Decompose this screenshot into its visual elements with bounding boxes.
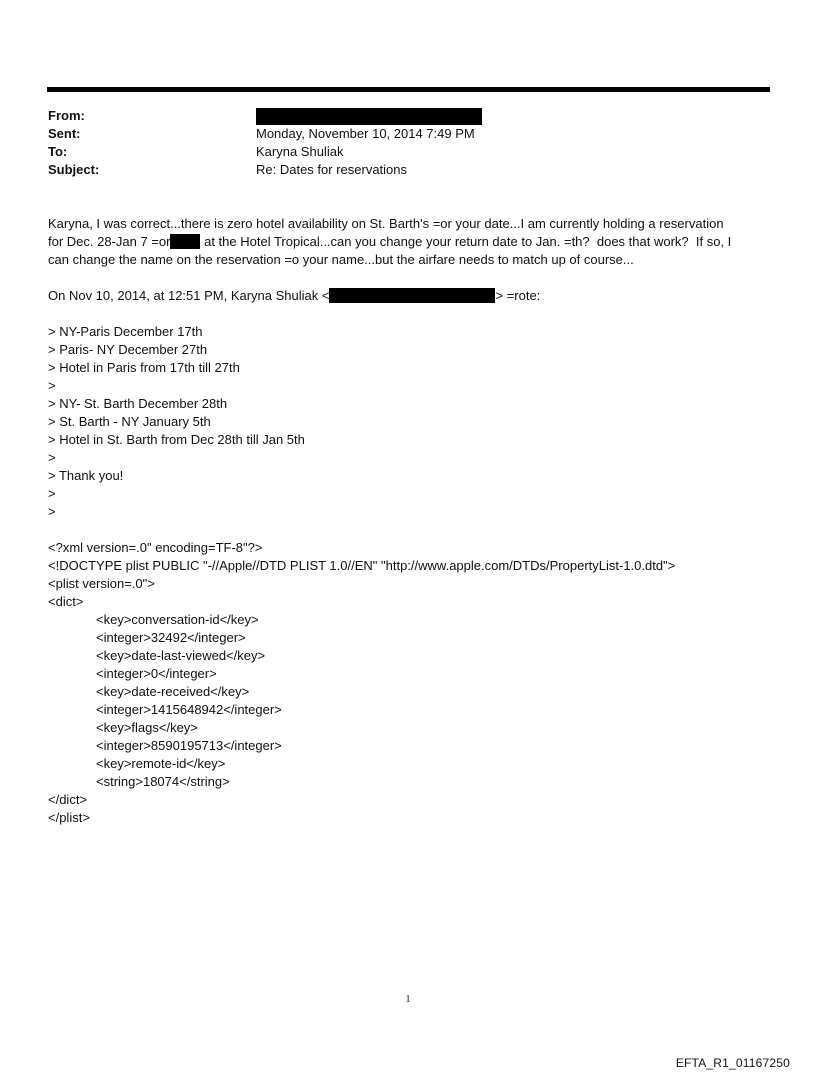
redaction-block (329, 288, 495, 303)
document-id: EFTA_R1_01167250 (675, 1056, 790, 1070)
header-rule (47, 87, 770, 92)
plist-xml (48, 539, 768, 827)
to-value: Karyna Shuliak (256, 144, 344, 159)
subject-row (48, 161, 768, 179)
xml-entry: <integer>0</integer> (96, 666, 217, 681)
xml-line: </plist> (48, 810, 90, 825)
xml-line: <plist version=.0"> (48, 576, 155, 591)
xml-line: <?xml version=.0" encoding=TF-8"?> (48, 540, 263, 555)
email-body (48, 215, 768, 827)
body-line (48, 233, 768, 251)
body-text-segment: for Dec. 28-Jan 7 =or (48, 234, 171, 249)
quote-header (48, 287, 768, 305)
body-line: can change the name on the reservation =o your name...but the airfare needs to match up of course... (48, 252, 634, 267)
xml-entry: <string>18074</string> (96, 774, 230, 789)
page-number: 1 (405, 994, 411, 1005)
xml-line: <!DOCTYPE plist PUBLIC "-//Apple//DTD PLIST 1.0//EN" "http://www.apple.com/DTDs/PropertyList-1.0.dtd"> (48, 558, 676, 573)
subject-value: Re: Dates for reservations (256, 162, 408, 177)
body-line: Karyna, I was correct...there is zero hotel availability on St. Barth's =or your date...I am currently holding a reservation (48, 216, 724, 231)
xml-line: <dict> (48, 594, 84, 609)
to-label: To: (48, 144, 68, 159)
quoted-line: > NY-Paris December 17th (48, 324, 203, 339)
to-row (48, 143, 768, 161)
quoted-line: > St. Barth - NY January 5th (48, 414, 211, 429)
email-header (48, 107, 768, 179)
quoted-line: > NY- St. Barth December 28th (48, 396, 228, 411)
xml-entry: <key>remote-id</key> (96, 756, 226, 771)
xml-entry: <key>flags</key> (96, 720, 198, 735)
quoted-line: > Hotel in St. Barth from Dec 28th till Jan 5th (48, 432, 305, 447)
xml-entry: <integer>8590195713</integer> (96, 738, 282, 753)
from-row (48, 107, 768, 125)
quoted-message (48, 323, 768, 521)
xml-entry: <key>date-last-viewed</key> (96, 648, 266, 663)
xml-entry: <key>conversation-id</key> (96, 612, 259, 627)
quoted-line: > (48, 486, 56, 501)
redaction-block (170, 234, 200, 249)
quoted-line: > Hotel in Paris from 17th till 27th (48, 360, 240, 375)
sent-row (48, 125, 768, 143)
xml-entry: <integer>1415648942</integer> (96, 702, 282, 717)
xml-line: </dict> (48, 792, 88, 807)
quoted-line: > Thank you! (48, 468, 124, 483)
from-label: From: (48, 108, 85, 123)
sent-value: Monday, November 10, 2014 7:49 PM (256, 126, 475, 141)
quoted-line: > (48, 378, 56, 393)
quoted-line: > (48, 504, 56, 519)
redaction-block (256, 108, 482, 125)
subject-label: Subject: (48, 162, 100, 177)
quote-header-text: > =rote: (495, 288, 541, 303)
quote-header-text: On Nov 10, 2014, at 12:51 PM, Karyna Shuliak < (48, 288, 330, 303)
sent-label: Sent: (48, 126, 81, 141)
quoted-line: > (48, 450, 56, 465)
body-text-segment: at the Hotel Tropical...can you change your return date to Jan. =th? does that work? If so, I (200, 234, 732, 249)
from-value (256, 107, 768, 125)
xml-entry: <key>date-received</key> (96, 684, 250, 699)
quoted-line: > Paris- NY December 27th (48, 342, 208, 357)
xml-entry: <integer>32492</integer> (96, 630, 246, 645)
